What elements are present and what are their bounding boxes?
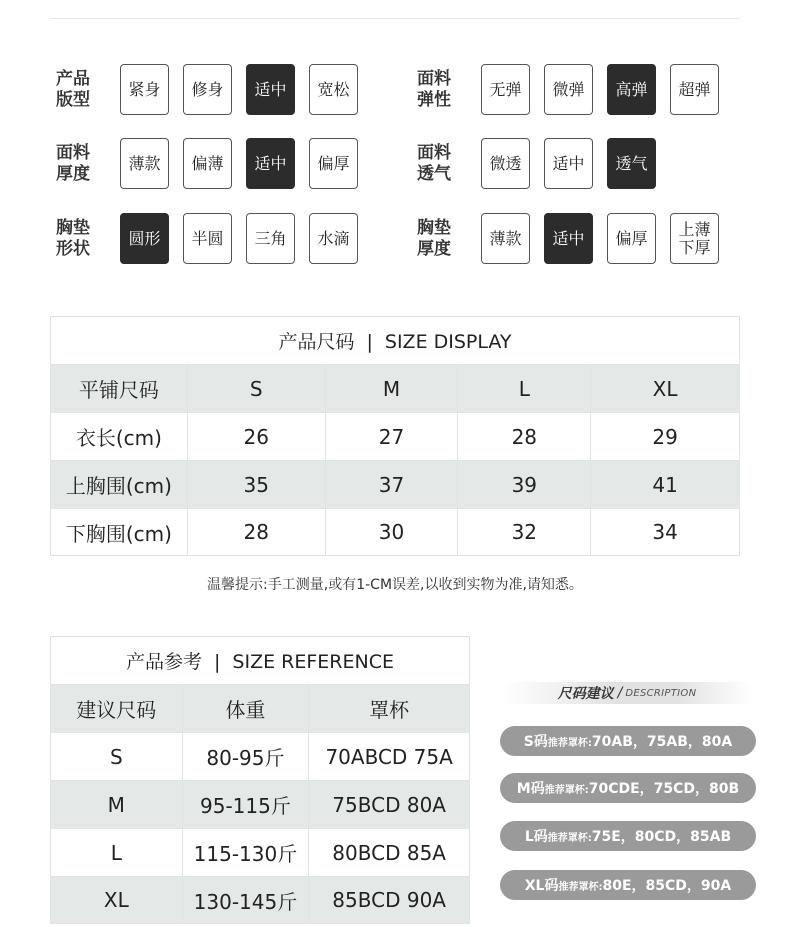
table-row: S 80-95斤 70ABCD 75A — [51, 733, 470, 781]
option-chip-text: 修身 — [191, 79, 224, 99]
size-reference-title: 产品参考 | SIZE REFERENCE — [51, 637, 470, 685]
option-chip — [544, 138, 593, 189]
option-chip — [670, 213, 719, 264]
option-chip-text: 适中 — [254, 79, 287, 99]
attr-label-line: 胸垫 — [417, 217, 451, 238]
option-chip-text: 下厚 — [678, 237, 711, 257]
attr-label — [417, 143, 465, 185]
attr-label-line: 胸垫 — [56, 217, 90, 238]
attr-fit — [56, 64, 372, 115]
option-chip-text: 上薄 — [678, 219, 711, 239]
option-chip — [607, 213, 656, 264]
table-row: 衣长(cm) 26 27 28 29 — [51, 413, 740, 461]
option-chip-text: 偏薄 — [191, 153, 224, 173]
size-reference-header-row: 建议尺码 体重 罩杯 — [51, 685, 470, 733]
option-chip-text: 薄款 — [489, 228, 522, 248]
table-row: L 115-130斤 80BCD 85A — [51, 829, 470, 877]
attr-label-line: 产品 — [56, 68, 90, 89]
attr-thickness — [56, 138, 372, 189]
option-chip-text: 三角 — [254, 228, 287, 248]
size-display-title: 产品尺码 | SIZE DISPLAY — [51, 317, 740, 365]
size-display-table — [50, 316, 740, 556]
table-row: XL 130-145斤 85BCD 90A — [51, 877, 470, 924]
attr-label-line: 面料 — [417, 68, 451, 89]
attr-label — [56, 218, 104, 260]
option-chip-selected — [120, 213, 169, 264]
option-chip-text: 微透 — [489, 153, 522, 173]
attr-label-line: 透气 — [417, 163, 451, 184]
option-chip-text: 无弹 — [489, 79, 522, 99]
attr-label — [56, 69, 104, 111]
option-chip — [481, 138, 530, 189]
option-chip-text: 超弹 — [678, 79, 711, 99]
option-chip-selected — [607, 64, 656, 115]
size-reference-table — [50, 636, 470, 924]
option-chip — [481, 213, 530, 264]
option-chip-text: 适中 — [552, 228, 585, 248]
option-chip-selected — [544, 213, 593, 264]
option-chip-text: 偏厚 — [317, 153, 350, 173]
option-chip-text: 紧身 — [128, 79, 161, 99]
attr-breathability — [417, 138, 670, 189]
option-chip-text: 高弹 — [615, 79, 648, 99]
option-chip — [481, 64, 530, 115]
option-chip — [183, 213, 232, 264]
top-divider — [50, 18, 740, 19]
description-pill-l: L码 推荐罩杯: 75E，80CD，85AB — [500, 821, 756, 851]
option-chip-text: 透气 — [615, 153, 648, 173]
option-chip — [309, 64, 358, 115]
measurement-tip: 温馨提示:手工测量,或有1-CM误差,以收到实物为准,请知悉。 — [207, 577, 583, 593]
option-chip — [309, 213, 358, 264]
attr-label-line: 厚度 — [417, 238, 451, 259]
table-row: 上胸围(cm) 35 37 39 41 — [51, 461, 740, 509]
option-chip — [183, 64, 232, 115]
attr-label-line: 版型 — [56, 89, 90, 110]
option-chip-text: 微弹 — [552, 79, 585, 99]
option-chip-text: 薄款 — [128, 153, 161, 173]
option-chip — [246, 213, 295, 264]
attr-elasticity — [417, 64, 733, 115]
attr-label — [56, 143, 104, 185]
attr-label-line: 弹性 — [417, 89, 451, 110]
option-chip — [120, 64, 169, 115]
attr-label-line: 形状 — [56, 238, 90, 259]
description-heading: 尺码建议 / DESCRIPTION — [502, 682, 752, 704]
description-pill-m: M码 推荐罩杯: 70CDE，75CD，80B — [500, 773, 756, 803]
description-pill-s: S码 推荐罩杯: 70AB，75AB，80A — [500, 726, 756, 756]
attr-label-line: 面料 — [417, 142, 451, 163]
attr-label — [417, 218, 465, 260]
option-chip — [544, 64, 593, 115]
option-chip-text: 偏厚 — [615, 228, 648, 248]
attr-pad-shape — [56, 213, 372, 264]
attr-label-line: 面料 — [56, 142, 90, 163]
option-chip — [183, 138, 232, 189]
option-chip-text: 适中 — [552, 153, 585, 173]
option-chip-selected — [246, 64, 295, 115]
attr-pad-thickness — [417, 213, 733, 264]
table-row: 下胸围(cm) 28 30 32 34 — [51, 509, 740, 556]
attr-label — [417, 69, 465, 111]
description-pill-xl: XL码 推荐罩杯: 80E，85CD，90A — [500, 870, 756, 900]
option-chip-selected — [607, 138, 656, 189]
option-chip — [120, 138, 169, 189]
option-chip-text: 水滴 — [317, 228, 350, 248]
option-chip-text: 圆形 — [128, 228, 161, 248]
size-display-header-row: 平铺尺码 S M L XL — [51, 365, 740, 413]
option-chip-text: 适中 — [254, 153, 287, 173]
option-chip — [670, 64, 719, 115]
option-chip-text: 半圆 — [191, 228, 224, 248]
option-chip-text: 宽松 — [317, 79, 350, 99]
attr-label-line: 厚度 — [56, 163, 90, 184]
option-chip-selected — [246, 138, 295, 189]
option-chip — [309, 138, 358, 189]
table-row: M 95-115斤 75BCD 80A — [51, 781, 470, 829]
